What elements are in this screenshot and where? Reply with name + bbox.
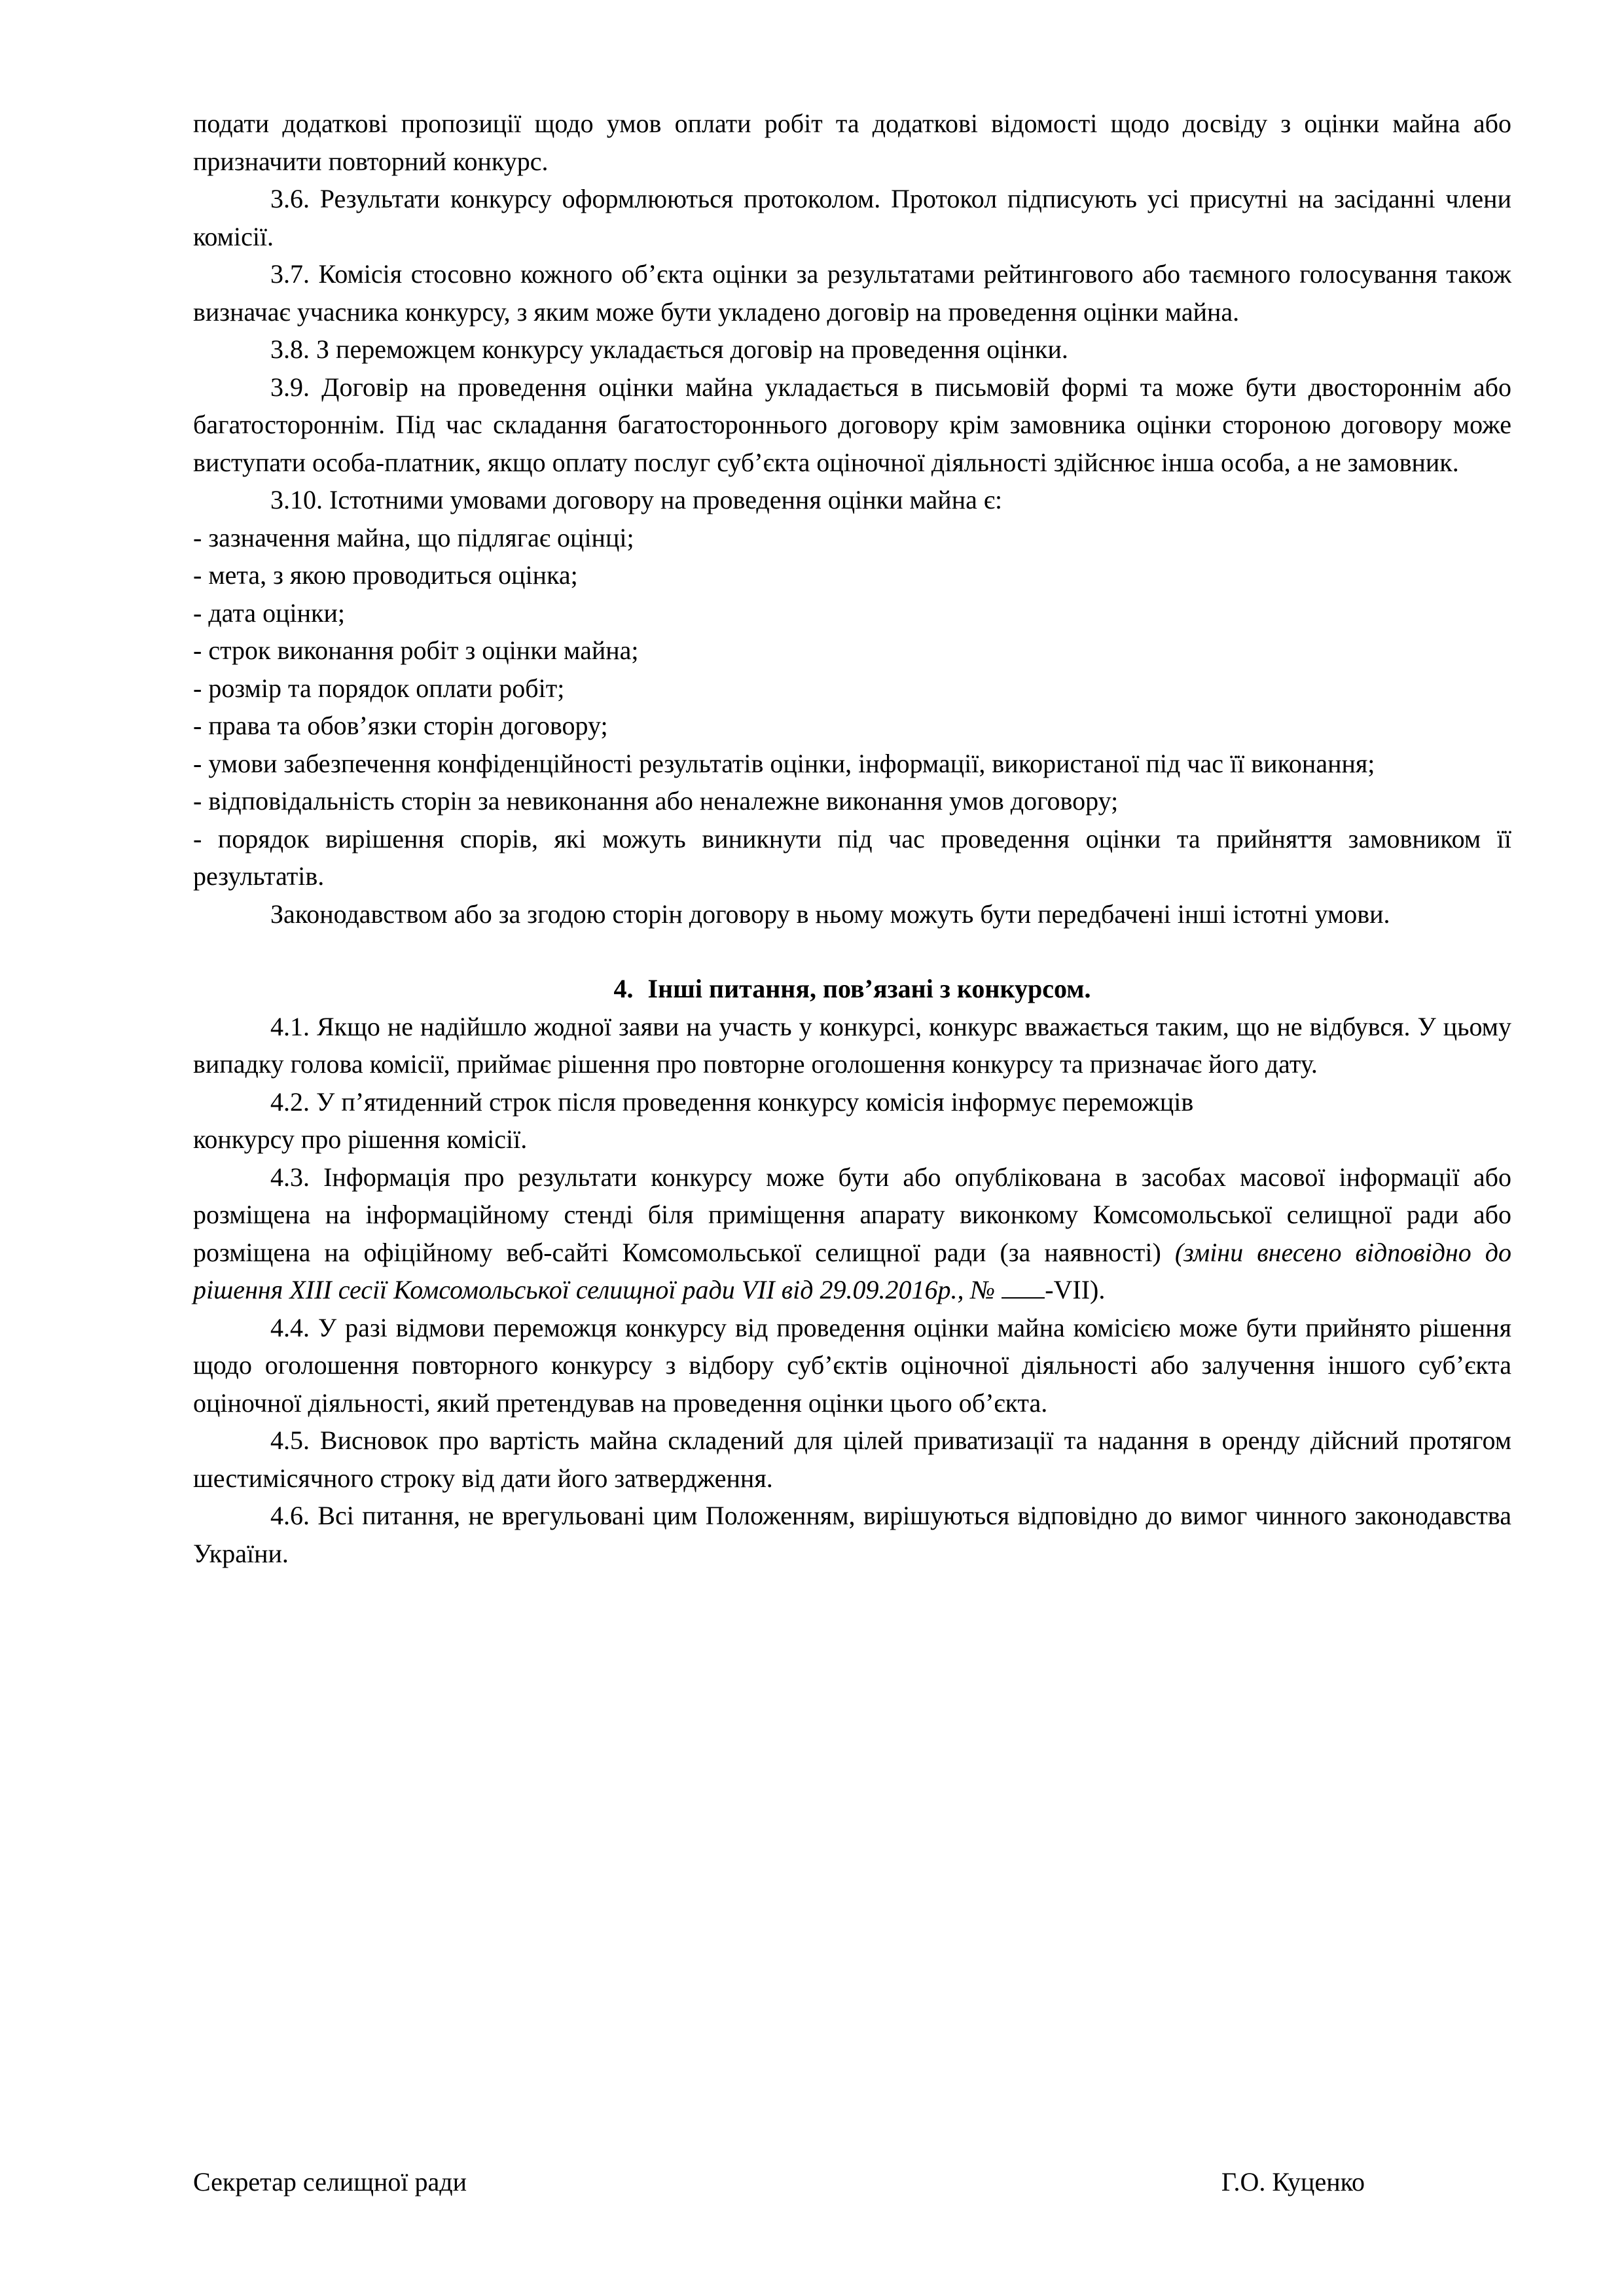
paragraph-3-8: 3.8. З переможцем конкурсу укладається договір на проведення оцінки. bbox=[270, 334, 1068, 364]
conditions-list bbox=[193, 519, 1511, 895]
decision-number-blank bbox=[1001, 1274, 1045, 1299]
list-item: - мета, з якою проводиться оцінка; bbox=[193, 560, 578, 590]
signatory-role: Секретар селищної ради bbox=[193, 2167, 467, 2197]
list-item: - зазначення майна, що підлягає оцінці; bbox=[193, 522, 634, 552]
document-body bbox=[193, 105, 1511, 1572]
section-4-heading bbox=[193, 970, 1511, 1008]
section-4-title: Інші питання, пов’язані з конкурсом. bbox=[647, 974, 1091, 1003]
list-item: - порядок вирішення спорів, які можуть виникнути під час проведення оцінки та прийняття замовником її результатів. bbox=[193, 823, 1511, 891]
paragraph-4-3 bbox=[193, 1158, 1511, 1309]
paragraph-4-3-suffix: -VII). bbox=[1045, 1275, 1106, 1304]
paragraph-4-2-line-1: 4.2. У п’ятиденний строк після проведення конкурсу комісія інформує переможців bbox=[270, 1086, 1194, 1117]
paragraph-3-7: 3.7. Комісія стосовно кожного об’єкта оцінки за результатами рейтингового або таємного голосування також визначає учасника конкурсу, з яким може бути укладено договір на проведення оцінки майна. bbox=[193, 259, 1511, 327]
paragraph-3-10: 3.10. Істотними умовами договору на проведення оцінки майна є: bbox=[270, 485, 1003, 514]
paragraph-4-6: 4.6. Всі питання, не врегульовані цим Положенням, вирішуються відповідно до вимог чинного законодавства України. bbox=[193, 1501, 1511, 1568]
paragraph-4-1: 4.1. Якщо не надійшло жодної заяви на участь у конкурсі, конкурс вважається таким, що не відбувся. У цьому випадку голова комісії, приймає рішення про повторне оголошення конкурсу та призначає його дату. bbox=[193, 1011, 1511, 1079]
paragraph-4-3-amendment-note: (зміни внесено відповідно до рішення XIII сесії Комсомольської селищної ради VII від 29.09.2016р., № bbox=[193, 1237, 1512, 1304]
paragraph-4-2-line-2: конкурсу про рішення комісії. bbox=[193, 1124, 528, 1154]
intro-continuation: подати додаткові пропозиції щодо умов оплати робіт та додаткові відомості щодо досвіду з оцінки майна або призначити повторний конкурс. bbox=[193, 109, 1511, 176]
paragraph-4-3-text: 4.3. Інформація про результати конкурсу може бути або опублікована в засобах масової інформації або розміщена на інформаційному стенді біля приміщення апарату виконкому Комсомольської селищної ради або розміщена на офіційному веб-сайті Комсомольської селищної ради (за наявності) bbox=[193, 1162, 1511, 1267]
signature-block bbox=[193, 2166, 1365, 2197]
section-4-number: 4. bbox=[613, 974, 634, 1003]
paragraph-4-5: 4.5. Висновок про вартість майна складений для цілей приватизації та надання в оренду дійсний протягом шестимісячного строку від дати його затвердження. bbox=[193, 1426, 1511, 1493]
list-item: - відповідальність сторін за невиконання або неналежне виконання умов договору; bbox=[193, 786, 1119, 816]
paragraph-3-9: 3.9. Договір на проведення оцінки майна укладається в письмовій формі та може бути двостороннім або багатостороннім. Під час складання багатостороннього договору крім замовника оцінки стороною договору може виступати особа-платник, якщо оплату послуг суб’єкта оціночної діяльності здійснює інша особа, а не замовник. bbox=[193, 372, 1511, 477]
paragraph-4-4: 4.4. У разі відмови переможця конкурсу від проведення оцінки майна комісією може бути прийнято рішення щодо оголошення повторного конкурсу з відбору суб’єктів оціночної діяльності або залучення іншого суб’єкта оціночної діяльності, який претендував на проведення оцінки цього об’єкта. bbox=[193, 1312, 1511, 1418]
list-item: - розмір та порядок оплати робіт; bbox=[193, 673, 565, 703]
signatory-name: Г.О. Куценко bbox=[1221, 2167, 1365, 2197]
paragraph-3-6: 3.6. Результати конкурсу оформлюються протоколом. Протокол підписують усі присутні на засіданні члени комісії. bbox=[193, 184, 1511, 251]
paragraph-3-closing: Законодавством або за згодою сторін договору в ньому можуть бути передбачені інші істотні умови. bbox=[270, 899, 1390, 929]
list-item: - строк виконання робіт з оцінки майна; bbox=[193, 636, 639, 665]
list-item: - права та обов’язки сторін договору; bbox=[193, 711, 608, 740]
list-item: - умови забезпечення конфіденційності результатів оцінки, інформації, використаної під час її виконання; bbox=[193, 748, 1375, 778]
list-item: - дата оцінки; bbox=[193, 598, 345, 628]
